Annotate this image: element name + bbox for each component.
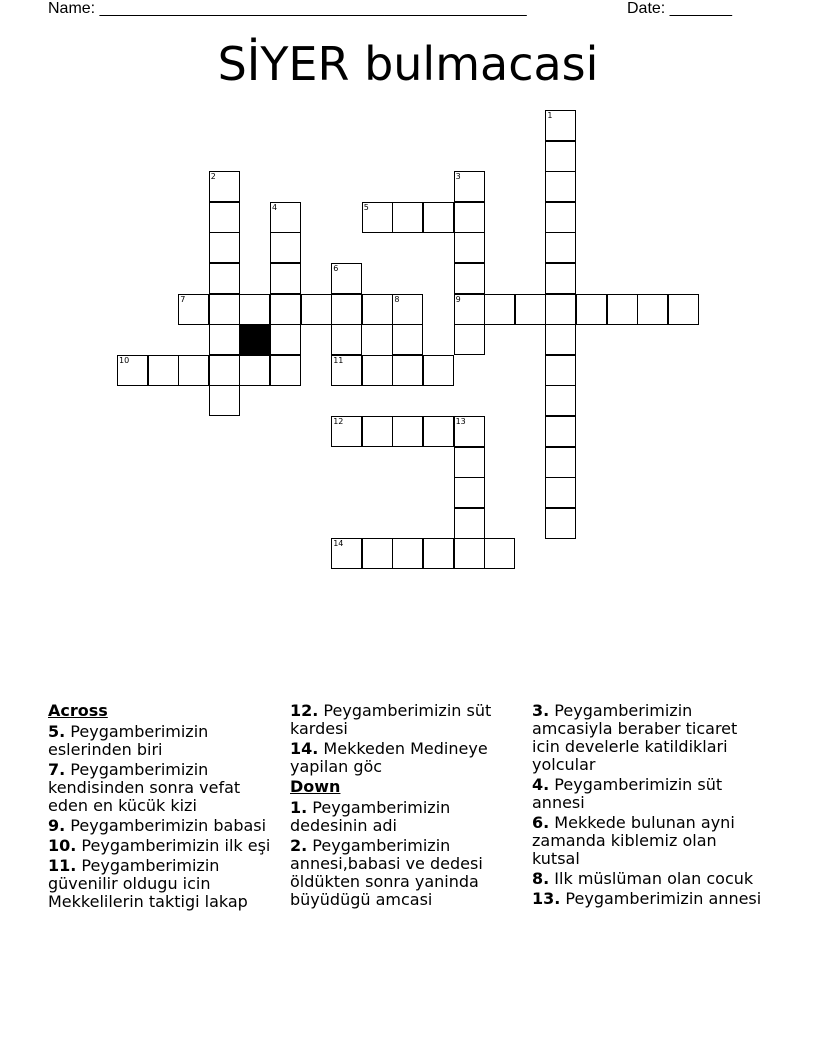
clue-across-12 xyxy=(290,702,512,738)
clue-across-10 xyxy=(48,837,273,855)
date-field-label: Date: _______ xyxy=(627,0,732,17)
grid-cell[interactable] xyxy=(331,263,362,294)
clue-number: 13. xyxy=(532,889,561,908)
clues-column-2 xyxy=(290,702,512,911)
clue-text: Peygamberimizin süt annesi xyxy=(532,775,723,812)
grid-cell[interactable] xyxy=(545,416,576,447)
grid-number: 3 xyxy=(455,172,461,182)
grid-cell[interactable] xyxy=(423,416,454,447)
grid-cell[interactable] xyxy=(545,141,576,172)
grid-number: 4 xyxy=(272,202,278,212)
clue-text: Peygamberimizin süt kardesi xyxy=(290,701,492,738)
grid-cell[interactable] xyxy=(454,294,485,325)
clue-text: Peygamberimizin ilk eşi xyxy=(76,836,271,855)
clue-number: 5. xyxy=(48,722,66,741)
grid-cell[interactable] xyxy=(270,294,301,325)
clue-number: 11. xyxy=(48,856,77,875)
clue-across-5 xyxy=(48,723,273,759)
grid-cell[interactable] xyxy=(270,324,301,355)
grid-cell[interactable] xyxy=(270,263,301,294)
grid-number: 9 xyxy=(455,294,461,304)
clue-number: 9. xyxy=(48,816,66,835)
grid-cell[interactable] xyxy=(392,202,423,233)
grid-cell[interactable] xyxy=(209,202,240,233)
clue-number: 4. xyxy=(532,775,550,794)
grid-cell[interactable] xyxy=(545,294,576,325)
grid-cell[interactable] xyxy=(270,355,301,386)
grid-cell[interactable] xyxy=(392,538,423,569)
grid-cell[interactable] xyxy=(209,263,240,294)
grid-cell[interactable] xyxy=(545,447,576,478)
grid-cell[interactable] xyxy=(178,355,209,386)
grid-cell[interactable] xyxy=(545,508,576,539)
grid-cell[interactable] xyxy=(270,202,301,233)
grid-cell[interactable] xyxy=(454,416,485,447)
grid-number: 6 xyxy=(333,264,339,273)
clue-text: Ilk müslüman olan cocuk xyxy=(549,869,754,888)
grid-cell[interactable] xyxy=(209,171,240,202)
grid-cell[interactable] xyxy=(423,202,454,233)
grid-cell[interactable] xyxy=(454,538,485,569)
grid-cell[interactable] xyxy=(239,355,270,386)
grid-number: 2 xyxy=(210,172,216,182)
grid-cell[interactable] xyxy=(454,202,485,233)
clue-number: 1. xyxy=(290,798,308,817)
grid-cell[interactable] xyxy=(209,294,240,325)
grid-cell[interactable] xyxy=(331,355,362,386)
grid-cell[interactable] xyxy=(362,202,393,233)
grid-cell[interactable] xyxy=(423,538,454,569)
grid-cell[interactable] xyxy=(178,294,209,325)
clue-across-11 xyxy=(48,857,273,911)
grid-number: 7 xyxy=(180,294,186,304)
grid-cell[interactable] xyxy=(515,294,546,325)
clue-text: Peygamberimizin annesi xyxy=(560,889,762,908)
clue-down-2 xyxy=(290,837,512,909)
grid-cell[interactable] xyxy=(484,294,515,325)
grid-number: 12 xyxy=(333,417,344,426)
name-field-label: Name: ________________________________________________ xyxy=(48,0,527,17)
grid-cell[interactable] xyxy=(331,416,362,447)
clue-number: 6. xyxy=(532,813,550,832)
grid-cell[interactable] xyxy=(117,355,148,386)
grid-cell[interactable] xyxy=(454,508,485,539)
grid-number: 13 xyxy=(455,417,466,426)
grid-cell[interactable] xyxy=(545,324,576,355)
grid-cell[interactable] xyxy=(331,538,362,569)
clue-text: Peygamberimizin dedesinin adi xyxy=(290,798,451,835)
clue-number: 14. xyxy=(290,739,319,758)
clue-across-7 xyxy=(48,761,273,815)
grid-cell[interactable] xyxy=(209,324,240,355)
grid-cell[interactable] xyxy=(331,324,362,355)
down-heading: Down xyxy=(290,777,341,796)
grid-cell[interactable] xyxy=(362,538,393,569)
clue-text: Mekkede bulunan ayni zamanda kiblemiz olan kutsal xyxy=(532,813,735,868)
grid-cell[interactable] xyxy=(148,355,179,386)
grid-cell[interactable] xyxy=(392,294,423,325)
grid-cell[interactable] xyxy=(270,232,301,263)
grid-cell[interactable] xyxy=(362,355,393,386)
clues-column-3 xyxy=(532,702,762,910)
clue-number: 12. xyxy=(290,701,319,720)
grid-cell[interactable] xyxy=(454,324,485,355)
clue-number: 2. xyxy=(290,836,308,855)
clues-column-1 xyxy=(48,702,273,913)
grid-cell[interactable] xyxy=(668,294,699,325)
clue-across-9 xyxy=(48,817,273,835)
clue-across-14 xyxy=(290,740,512,776)
grid-cell[interactable] xyxy=(454,263,485,294)
grid-cell[interactable] xyxy=(637,294,668,325)
clue-down-13 xyxy=(532,890,762,908)
puzzle-title: SİYER bulmacasi xyxy=(217,37,599,91)
grid-cell[interactable] xyxy=(454,171,485,202)
clue-text: Peygamberimizin amcasiyla beraber ticaret icin develerle katildiklari yolcular xyxy=(532,701,738,774)
grid-block-cell xyxy=(239,324,270,355)
clue-text: Mekkeden Medineye yapilan göc xyxy=(290,739,488,776)
grid-cell[interactable] xyxy=(545,232,576,263)
grid-cell[interactable] xyxy=(392,324,423,355)
clue-down-3 xyxy=(532,702,762,774)
clue-down-1 xyxy=(290,799,512,835)
grid-cell[interactable] xyxy=(301,294,332,325)
grid-cell[interactable] xyxy=(362,294,393,325)
grid-number: 1 xyxy=(547,111,553,120)
grid-cell[interactable] xyxy=(362,416,393,447)
clue-down-6 xyxy=(532,814,762,868)
across-heading: Across xyxy=(48,701,108,720)
clue-text: Peygamberimizin eslerinden biri xyxy=(48,722,209,759)
grid-cell[interactable] xyxy=(545,355,576,386)
grid-cell[interactable] xyxy=(545,263,576,294)
clue-text: Peygamberimizin annesi,babasi ve dedesi öldükten sonra yaninda büyüdügü amcasi xyxy=(290,836,483,909)
grid-cell[interactable] xyxy=(576,294,607,325)
grid-cell[interactable] xyxy=(209,355,240,386)
grid-cell[interactable] xyxy=(545,385,576,416)
clue-number: 3. xyxy=(532,701,550,720)
clue-text: Peygamberimizin babasi xyxy=(65,816,267,835)
grid-cell[interactable] xyxy=(423,355,454,386)
grid-cell[interactable] xyxy=(454,477,485,508)
clue-number: 7. xyxy=(48,760,66,779)
clue-text: Peygamberimizin kendisinden sonra vefat eden en kücük kizi xyxy=(48,760,241,815)
grid-cell[interactable] xyxy=(545,171,576,202)
grid-cell[interactable] xyxy=(209,232,240,263)
clue-down-4 xyxy=(532,776,762,812)
grid-number: 11 xyxy=(333,355,344,365)
grid-number: 8 xyxy=(394,294,400,304)
grid-cell[interactable] xyxy=(209,385,240,416)
grid-cell[interactable] xyxy=(545,477,576,508)
grid-cell[interactable] xyxy=(331,294,362,325)
grid-cell[interactable] xyxy=(545,110,576,141)
grid-cell[interactable] xyxy=(607,294,638,325)
grid-cell[interactable] xyxy=(484,538,515,569)
grid-cell[interactable] xyxy=(392,416,423,447)
grid-cell[interactable] xyxy=(454,447,485,478)
grid-number: 10 xyxy=(119,355,130,365)
grid-number: 14 xyxy=(333,539,344,549)
clue-down-8 xyxy=(532,870,762,888)
clue-number: 8. xyxy=(532,869,550,888)
grid-cell[interactable] xyxy=(239,294,270,325)
grid-cell[interactable] xyxy=(545,202,576,233)
clue-text: Peygamberimizin güvenilir oldugu icin Mekkelilerin taktigi lakap xyxy=(48,856,248,911)
grid-number: 5 xyxy=(363,202,369,212)
grid-cell[interactable] xyxy=(454,232,485,263)
clue-number: 10. xyxy=(48,836,77,855)
grid-cell[interactable] xyxy=(392,355,423,386)
